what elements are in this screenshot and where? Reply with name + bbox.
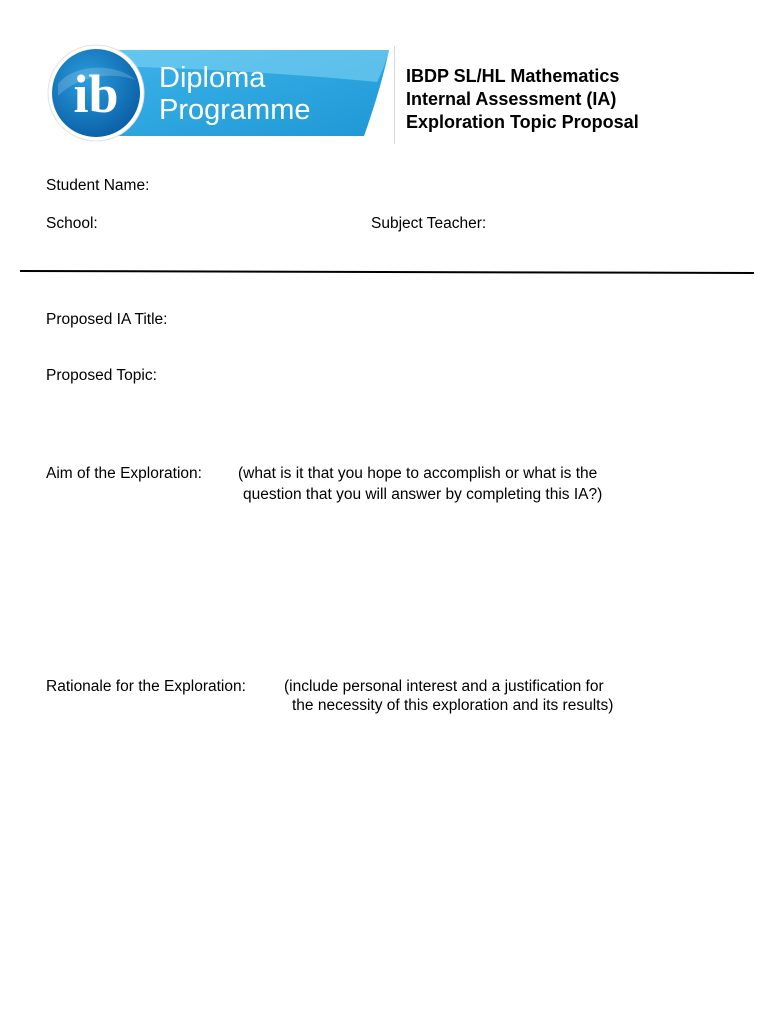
rationale-label: Rationale for the Exploration: bbox=[46, 678, 246, 695]
aim-hint-line-2: question that you will answer by completing this IA?) bbox=[243, 486, 603, 503]
logo-line1: Diploma bbox=[159, 62, 266, 94]
heading-line-2: Internal Assessment (IA) bbox=[406, 89, 617, 109]
heading-line-3: Exploration Topic Proposal bbox=[406, 112, 639, 132]
logo-letters: ib bbox=[73, 64, 119, 124]
logo-line2: Programme bbox=[159, 94, 311, 126]
rationale-hint-line-1: (include personal interest and a justification for bbox=[284, 678, 604, 695]
logo-divider bbox=[394, 46, 395, 144]
document-heading bbox=[406, 65, 639, 134]
aim-label: Aim of the Exploration: bbox=[46, 465, 202, 482]
heading-line-1: IBDP SL/HL Mathematics bbox=[406, 66, 620, 86]
rationale-hint-line-2: the necessity of this exploration and its results) bbox=[292, 697, 614, 714]
proposed-topic-label: Proposed Topic: bbox=[46, 367, 157, 384]
subject-teacher-label: Subject Teacher: bbox=[371, 215, 487, 232]
aim-hint-line-1: (what is it that you hope to accomplish or what is the bbox=[238, 465, 598, 482]
section-divider bbox=[20, 262, 754, 268]
proposed-title-label: Proposed IA Title: bbox=[46, 311, 168, 328]
ib-diploma-logo bbox=[44, 44, 394, 144]
school-label: School: bbox=[46, 215, 98, 232]
student-name-label: Student Name: bbox=[46, 177, 150, 194]
